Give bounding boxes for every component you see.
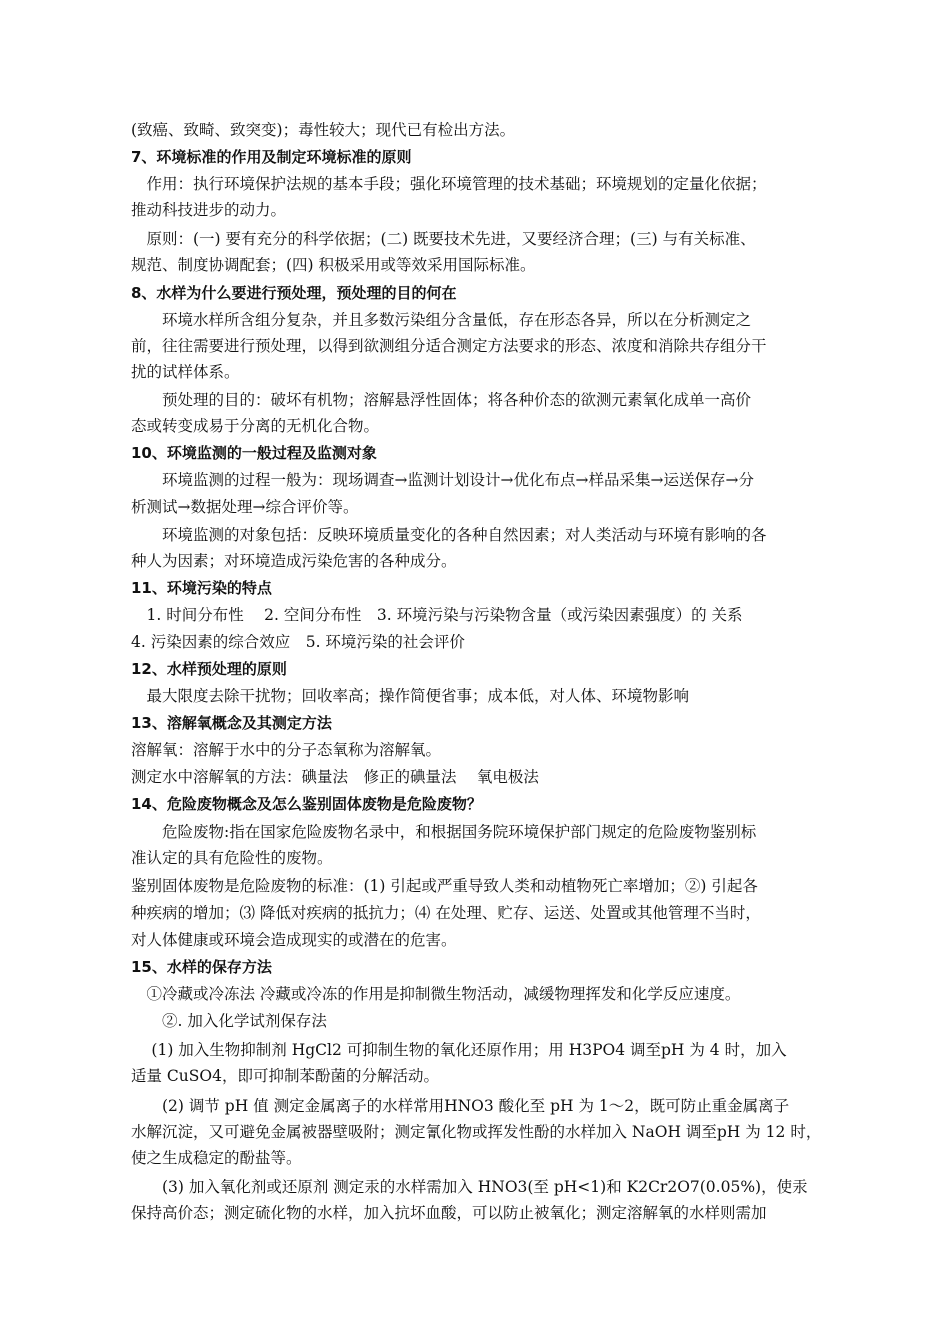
section-heading-8: 8、水样为什么要进行预处理，预处理的目的何在 [131,284,457,302]
section-heading-7: 7、环境标准的作用及制定环境标准的原则 [131,148,412,166]
text-line: ②. 加入化学试剂保存法 [131,1012,327,1030]
text-line: 水解沉淀，又可避免金属被器壁吸附；测定氰化物或挥发性酚的水样加入 NaOH 调至pH 为 12 时， [131,1123,822,1141]
text-line: 前，往往需要进行预处理，以得到欲测组分适合测定方法要求的形态、浓度和消除共存组分干 [131,337,767,355]
text-line: 态或转变成易于分离的无机化合物。 [131,417,380,435]
text-line: 使之生成稳定的酚盐等。 [131,1149,302,1167]
section-heading-15: 15、水样的保存方法 [131,958,272,976]
text-line: (3) 加入氧化剂或还原剂 测定汞的水样需加入 HNO3(至 pH<1)和 K2Cr2O7(0.05%)，使汞 [131,1178,808,1196]
text-line: 测定水中溶解氧的方法：碘量法 修正的碘量法 氧电极法 [131,768,539,786]
text-line: 扰的试样体系。 [131,363,240,381]
section-heading-13: 13、溶解氧概念及其测定方法 [131,714,332,732]
text-line: 预处理的目的：破坏有机物；溶解悬浮性固体；将各种价态的欲测元素氧化成单一高价 [131,391,752,409]
text-line: 准认定的具有危险性的废物。 [131,849,333,867]
text-line: 推动科技进步的动力。 [131,201,287,219]
text-line: 环境监测的对象包括：反映环境质量变化的各种自然因素；对人类活动与环境有影响的各 [131,526,767,544]
text-line: 析测试→数据处理→综合评价等。 [131,498,359,516]
text-line: 危险废物:指在国家危险废物名录中，和根据国务院环境保护部门规定的危险废物鉴别标 [131,823,757,841]
text-line: 适量 CuSO4，即可抑制苯酚菌的分解活动。 [131,1067,439,1085]
text-line: (致癌、致畸、致突变)；毒性较大；现代已有检出方法。 [131,121,516,139]
text-line: 保持高价态；测定硫化物的水样，加入抗坏血酸，可以防止被氧化；测定溶解氧的水样则需加 [131,1204,767,1222]
text-line: 规范、制度协调配套；(四) 积极采用或等效采用国际标准。 [131,256,536,274]
text-line: 环境监测的过程一般为：现场调查→监测计划设计→优化布点→样品采集→运送保存→分 [131,471,754,489]
text-line: 原则：(一) 要有充分的科学依据；(二) 既要技术先进，又要经济合理；(三) 与有关标准、 [131,230,756,248]
text-line: 鉴别固体废物是危险废物的标准：(1) 引起或严重导致人类和动植物死亡率增加；②) 引起各 [131,877,758,895]
text-line: 环境水样所含组分复杂，并且多数污染组分含量低，存在形态各异，所以在分析测定之 [131,311,752,329]
text-line: 最大限度去除干扰物；回收率高；操作简便省事；成本低，对人体、环境物影响 [131,687,690,705]
text-line: 4. 污染因素的综合效应 5. 环境污染的社会评价 [131,633,465,651]
section-heading-14: 14、危险废物概念及怎么鉴别固体废物是危险废物？ [131,795,482,813]
text-line: 种人为因素；对环境造成污染危害的各种成分。 [131,552,457,570]
text-line: 种疾病的增加；⑶ 降低对疾病的抵抗力；⑷ 在处理、贮存、运送、处置或其他管理不当时， [131,904,761,922]
text-line: (1) 加入生物抑制剂 HgCl2 可抑制生物的氧化还原作用；用 H3PO4 调至pH 为 4 时，加入 [131,1041,787,1059]
text-line: ①冷藏或冷冻法 冷藏或冷冻的作用是抑制微生物活动，减缓物理挥发和化学反应速度。 [131,985,741,1003]
section-heading-10: 10、环境监测的一般过程及监测对象 [131,444,377,462]
text-line: (2) 调节 pH 值 测定金属离子的水样常用HNO3 酸化至 pH 为 1～2，既可防止重金属离子 [131,1097,790,1115]
text-line: 对人体健康或环境会造成现实的或潜在的危害。 [131,931,457,949]
section-heading-11: 11、环境污染的特点 [131,579,272,597]
text-line: 溶解氧：溶解于水中的分子态氧称为溶解氧。 [131,741,442,759]
text-line: 作用：执行环境保护法规的基本手段；强化环境管理的技术基础；环境规划的定量化依据； [131,175,767,193]
text-line: 1. 时间分布性 2. 空间分布性 3. 环境污染与污染物含量（或污染因素强度）的 关系 [131,606,743,624]
section-heading-12: 12、水样预处理的原则 [131,660,287,678]
